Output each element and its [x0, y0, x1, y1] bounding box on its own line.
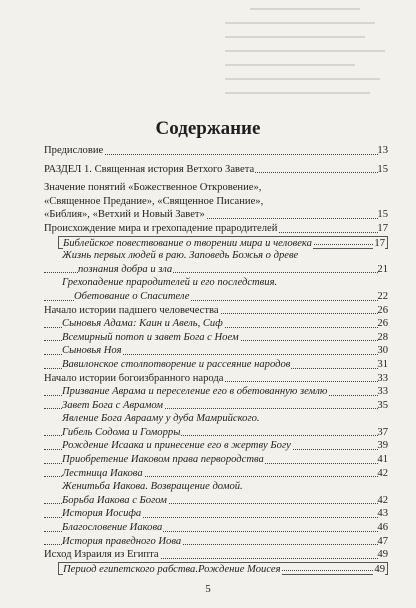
toc-entry-page: 26 [377, 304, 388, 316]
toc-entry-preface[interactable] [44, 144, 388, 158]
toc-entry-page: 31 [377, 358, 388, 370]
toc-entry-label: Вавилонское столпотворение и рассеяние народов [62, 358, 291, 370]
toc-entry-covenant-abram[interactable] [44, 399, 388, 413]
toc-entry-page: 42 [377, 467, 388, 479]
toc-entry-label: РАЗДЕЛ 1. Священная история Ветхого Завета [44, 163, 255, 175]
toc-entry-sodom[interactable] [44, 426, 388, 440]
toc-entry-babel[interactable] [44, 358, 388, 372]
toc-entry-page: 33 [377, 386, 388, 398]
toc-entry-fall-line1[interactable] [44, 276, 388, 290]
toc-entry-marriage[interactable] [44, 480, 388, 494]
toc-entry-label: Предисловие [44, 145, 104, 156]
toc-entry-label: Сыновья Ноя [62, 345, 122, 357]
toc-entry-label: Библейское повествование о творении мира и человека [63, 237, 312, 249]
toc-entry-page: 49 [374, 563, 385, 575]
toc-entry-page: 15 [377, 209, 388, 221]
toc-entry-page: 43 [377, 508, 388, 520]
toc-entry-page: 17 [374, 237, 385, 249]
toc-entry-joseph[interactable] [44, 507, 388, 521]
toc-entry-page: 35 [377, 399, 388, 411]
toc-entry-chosen-people[interactable] [44, 372, 388, 386]
toc-entry-label: Грехопадение прародителей и его последствия. [62, 277, 278, 289]
toc-entry-mamre-line1[interactable] [44, 412, 388, 426]
toc-entry-section-1[interactable] [44, 163, 388, 177]
toc-entry-label: Происхождение мира и грехопадение прародителей [44, 222, 278, 234]
toc-entry-concepts-line1[interactable] [44, 181, 388, 195]
toc-entry-label: Обетование о Спасителе [74, 290, 190, 302]
toc-entry-abram-calling[interactable] [44, 385, 388, 399]
toc-entry-origin[interactable] [44, 222, 388, 236]
toc-entry-concepts-line3[interactable] [44, 208, 388, 222]
toc-entry-fall-line2[interactable] [44, 290, 388, 304]
toc-entry-page: 13 [377, 145, 388, 156]
toc-entry-page: 28 [377, 331, 388, 343]
toc-entry-creation[interactable] [58, 236, 388, 250]
toc-entry-label: Всемирный потоп и завет Бога с Ноем [62, 331, 239, 343]
toc-entry-page: 21 [377, 263, 388, 275]
toc-entry-label: Благословение Иакова [62, 522, 163, 534]
toc-entry-blessing[interactable] [44, 521, 388, 535]
toc-entry-label: познания добра и зла [78, 263, 173, 275]
toc-entry-label: Сыновья Адама: Каин и Авель, Сиф [62, 318, 223, 330]
toc-entry-job[interactable] [44, 535, 388, 549]
toc-entry-fallen-humanity[interactable] [44, 304, 388, 318]
toc-entry-label: Начало истории богоизбранного народа [44, 372, 224, 384]
toc-entry-isaac[interactable] [44, 439, 388, 453]
toc-entry-page: 39 [377, 440, 388, 452]
toc-entry-label: Лестница Иакова [62, 467, 143, 479]
toc-entry-label: Период египетского рабства.Рождение Моисея [63, 563, 281, 575]
toc-entry-label: Гибель Содома и Гоморры [62, 426, 181, 438]
page-number: 5 [205, 583, 211, 595]
toc-entry-page: 33 [377, 372, 388, 384]
toc-entry-page: 17 [377, 222, 388, 234]
toc-entry-label: Женитьба Иакова. Возвращение домой. [62, 481, 243, 493]
toc-entry-page: 49 [377, 549, 388, 561]
toc-entry-page: 46 [377, 522, 388, 534]
toc-entry-page: 37 [377, 426, 388, 438]
toc-entry-page: 15 [377, 163, 388, 175]
toc-entry-flood[interactable] [44, 331, 388, 345]
toc-entry-label: История праведного Иова [62, 535, 182, 547]
toc-entry-page: 30 [377, 345, 388, 357]
toc-entry-label: Начало истории падшего человечества [44, 304, 219, 316]
toc-entry-label: Рождение Исаака и принесение его в жертву Богу [62, 440, 291, 452]
toc-entry-page: 22 [377, 290, 388, 302]
toc-entry-label: Жизнь первых людей в раю. Заповедь Божья о древе [62, 250, 299, 262]
toc-entry-wrestling[interactable] [44, 494, 388, 508]
table-of-contents [44, 144, 388, 575]
toc-entry-page: 42 [377, 494, 388, 506]
toc-entry-birthright[interactable] [44, 453, 388, 467]
toc-entry-exodus[interactable] [44, 548, 388, 562]
toc-entry-label: Исход Израиля из Египта [44, 549, 159, 561]
toc-entry-label: Значение понятий «Божественное Откровение», [44, 182, 262, 194]
toc-entry-page: 47 [377, 535, 388, 547]
toc-entry-page: 26 [377, 318, 388, 330]
toc-entry-paradise-line1[interactable] [44, 249, 388, 263]
toc-entry-egypt-slavery[interactable] [58, 562, 388, 576]
toc-entry-paradise-line2[interactable] [44, 263, 388, 277]
toc-entry-label: Борьба Иакова с Богом [62, 494, 167, 506]
toc-entry-label: Явление Бога Аврааму у дуба Мамрийского. [62, 413, 260, 425]
bleed-through-text [0, 0, 416, 108]
toc-entry-label: «Библия», «Ветхий и Новый Завет» [44, 209, 205, 221]
page-title: Содержание [155, 118, 261, 139]
toc-entry-label: Приобретение Иаковом права первородства [62, 454, 264, 466]
toc-entry-label: История Иосифа [62, 508, 142, 520]
toc-entry-label: Призвание Аврама и переселение его в обетованную землю [62, 386, 328, 398]
toc-entry-concepts-line2[interactable] [44, 195, 388, 209]
toc-entry-ladder[interactable] [44, 467, 388, 481]
toc-entry-sons-of-adam[interactable] [44, 317, 388, 331]
toc-entry-sons-of-noah[interactable] [44, 344, 388, 358]
toc-entry-label: Завет Бога с Аврамом [62, 399, 164, 411]
toc-entry-page: 41 [377, 454, 388, 466]
toc-entry-label: «Священное Предание», «Священное Писание», [44, 195, 264, 207]
